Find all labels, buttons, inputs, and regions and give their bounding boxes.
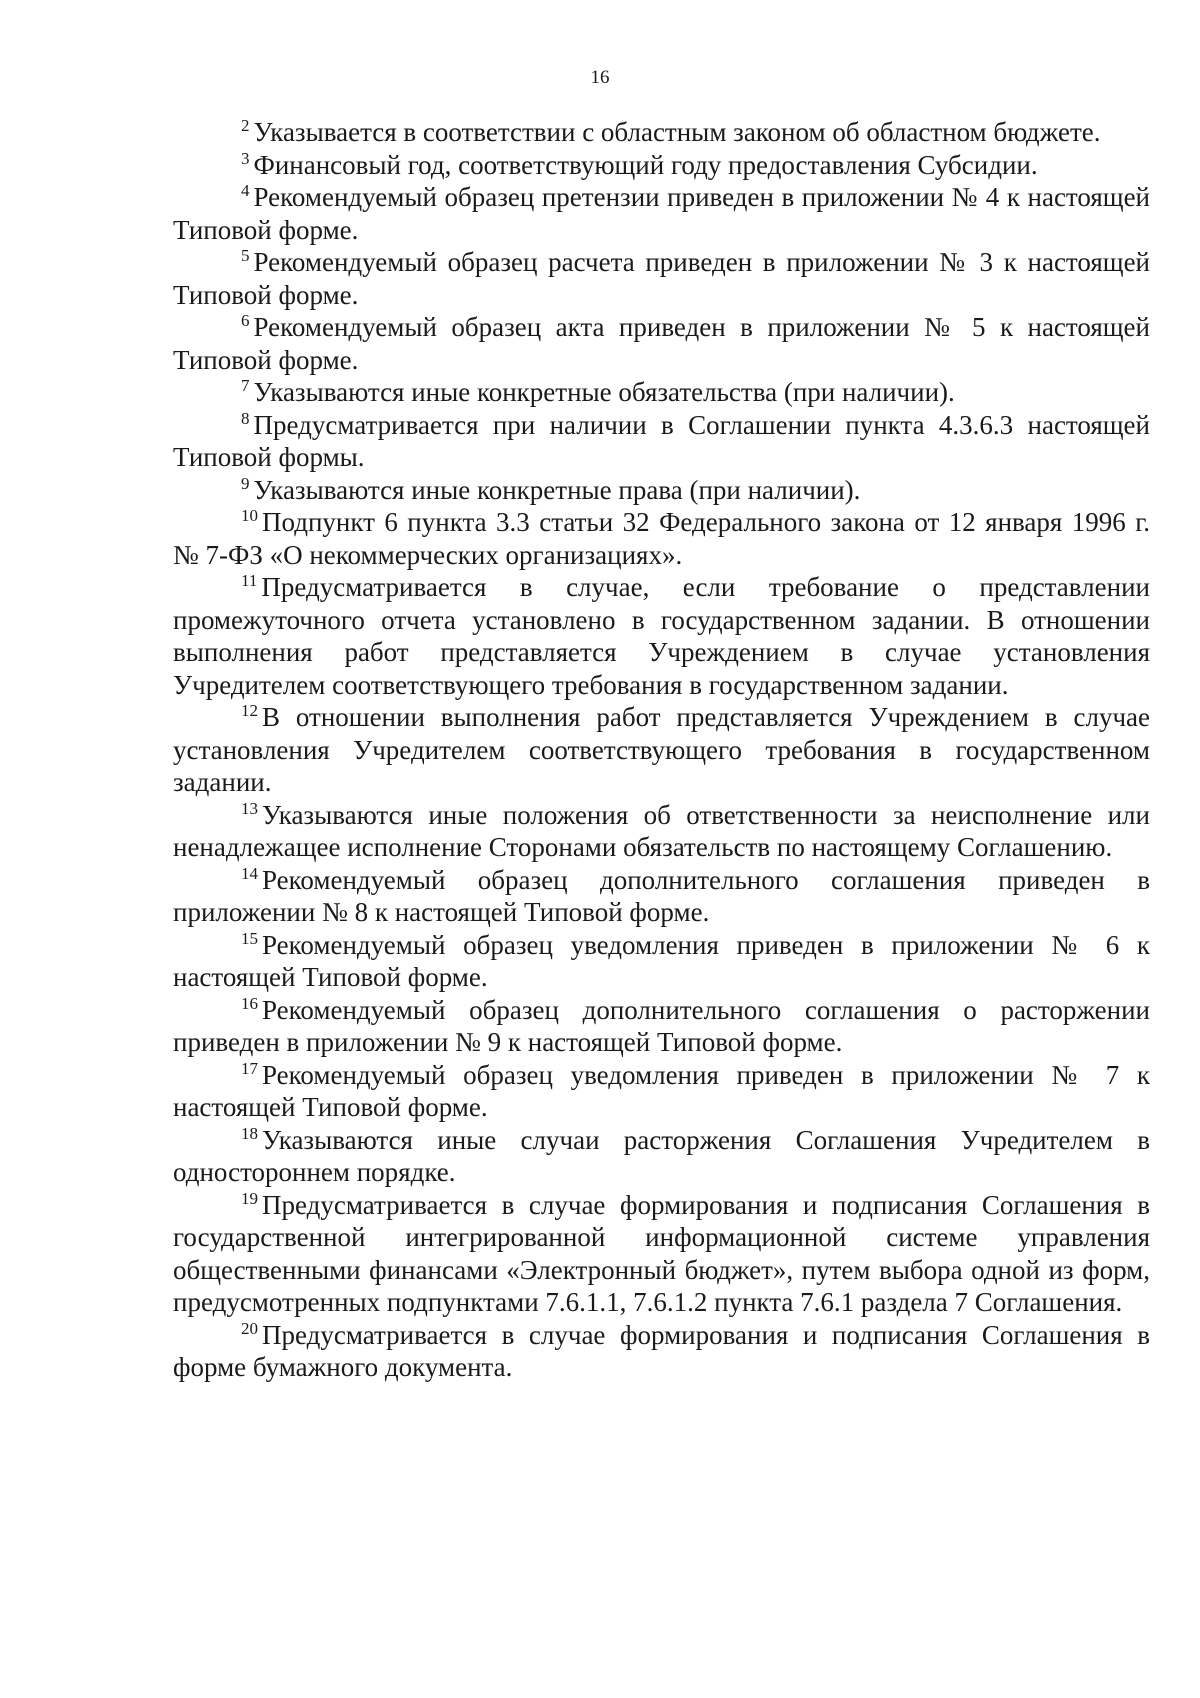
footnote — [173, 409, 1150, 474]
footnote-number: 16 — [241, 993, 258, 1013]
footnote — [173, 506, 1150, 571]
footnote-text: Рекомендуемый образец претензии приведен в приложении № 4 к настоящей Типовой форме. — [173, 182, 1150, 245]
footnote-text: Финансовый год, соответствующий году предоставления Субсидии. — [253, 149, 1038, 180]
footnote-number: 5 — [241, 246, 250, 265]
footnote-text: В отношении выполнения работ представляется Учреждением в случае установления Учредителем соответствующего требования в государственном задании. — [173, 702, 1150, 797]
footnote-number: 9 — [241, 473, 250, 493]
footnote-number: 19 — [241, 1188, 258, 1208]
footnote-number: 4 — [241, 181, 250, 200]
footnote-text: Предусматривается в случае, если требование о представлении промежуточного отчета установлено в государственном задании. В отношении выполнения работ представляется Учреждением в случае установления Учредителем соответствующего требования в государственном задании. — [173, 572, 1150, 700]
footnote — [173, 246, 1150, 311]
footnote-number: 11 — [241, 571, 258, 590]
footnote-text: Указываются иные конкретные обязательства (при наличии). — [253, 377, 955, 407]
footnote — [173, 116, 1150, 149]
footnote-number: 7 — [241, 376, 250, 395]
footnote — [173, 929, 1150, 994]
footnote — [173, 376, 1150, 409]
footnote-text: Предусматривается при наличии в Соглашении пункта 4.3.6.3 настоящей Типовой формы. — [173, 409, 1150, 472]
footnote — [173, 864, 1150, 929]
footnote-number: 17 — [241, 1058, 258, 1078]
page-number: 16 — [590, 67, 610, 88]
footnote — [173, 701, 1150, 799]
footnote — [173, 571, 1150, 701]
footnote — [173, 1124, 1150, 1189]
footnote-text: Рекомендуемый образец дополнительного соглашения приведен в приложении № 8 к настоящей Типовой форме. — [173, 864, 1150, 927]
footnote-number: 18 — [241, 1123, 258, 1143]
footnote — [173, 799, 1150, 864]
footnote-number: 10 — [241, 506, 258, 525]
footnote-number: 2 — [241, 116, 250, 135]
footnote — [173, 1059, 1150, 1124]
footnote-text: Рекомендуемый образец уведомления приведен в приложении № 6 к настоящей Типовой форме. — [173, 929, 1150, 992]
footnotes-list — [173, 116, 1150, 1384]
footnote — [173, 181, 1150, 246]
footnote-text: Рекомендуемый образец акта приведен в приложении № 5 к настоящей Типовой форме. — [173, 312, 1150, 375]
footnote-text: Рекомендуемый образец дополнительного соглашения о расторжении приведен в приложении № 9 к настоящей Типовой форме. — [173, 994, 1150, 1057]
footnote-text: Указываются иные случаи расторжения Соглашения Учредителем в одностороннем порядке. — [173, 1124, 1150, 1187]
footnote — [173, 149, 1150, 182]
footnote-text: Предусматривается в случае формирования и подписания Соглашения в государственной интегрированной информационной системе управления общественными финансами «Электронный бюджет», путем выбора одной из форм, предусмотренных подпунктами 7.6.1.1, 7.6.1.2 пункта 7.6.1 раздела 7 Соглашения. — [173, 1189, 1150, 1317]
footnote-number: 8 — [241, 408, 250, 428]
footnote — [173, 311, 1150, 376]
footnote-number: 12 — [241, 701, 258, 720]
footnote — [173, 994, 1150, 1059]
footnote-text: Подпункт 6 пункта 3.3 статьи 32 Федерального закона от 12 января 1996 г. № 7-ФЗ «О некоммерческих организациях». — [173, 507, 1150, 570]
footnote-text: Указываются иные конкретные права (при наличии). — [253, 474, 861, 505]
footnote-text: Рекомендуемый образец расчета приведен в приложении № 3 к настоящей Типовой форме. — [173, 247, 1150, 310]
footnote-text: Указывается в соответствии с областным законом об областном бюджете. — [253, 117, 1101, 147]
footnote — [173, 1189, 1150, 1319]
footnote-number: 13 — [241, 798, 258, 818]
footnote-number: 3 — [241, 148, 250, 168]
footnote-number: 20 — [241, 1318, 258, 1338]
footnote-text: Указываются иные положения об ответственности за неисполнение или ненадлежащее исполнение Сторонами обязательств по настоящему Соглашению. — [173, 799, 1150, 862]
footnote-number: 14 — [241, 863, 258, 883]
footnote — [173, 474, 1150, 507]
footnote-number: 6 — [241, 311, 250, 330]
footnote-number: 15 — [241, 928, 258, 948]
footnote-text: Рекомендуемый образец уведомления приведен в приложении № 7 к настоящей Типовой форме. — [173, 1059, 1150, 1122]
footnote-text: Предусматривается в случае формирования и подписания Соглашения в форме бумажного документа. — [173, 1319, 1150, 1382]
footnote — [173, 1319, 1150, 1384]
